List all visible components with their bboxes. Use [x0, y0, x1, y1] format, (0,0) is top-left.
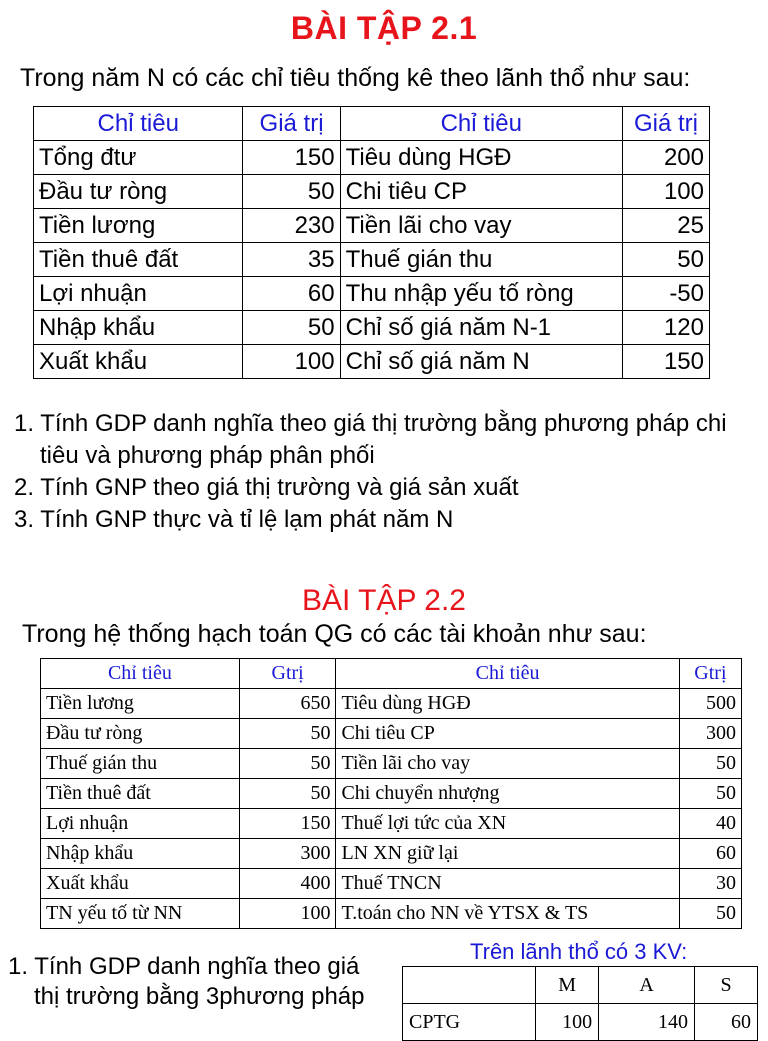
table-cell: 60	[243, 277, 340, 311]
table-cell: Tiền lương	[34, 209, 243, 243]
column-header: Gtrị	[239, 659, 336, 689]
column-header: Giá trị	[622, 107, 709, 141]
table-cell: Tiền thuê đất	[41, 779, 240, 809]
table-cell: 120	[622, 311, 709, 345]
column-header: Giá trị	[243, 107, 340, 141]
table-cell: 50	[679, 899, 741, 929]
table-cell: CPTG	[403, 1004, 536, 1041]
table-cell: 500	[679, 689, 741, 719]
table-cell: 50	[622, 243, 709, 277]
table-cell: Thuế lợi tức của XN	[336, 809, 679, 839]
table-cell: 300	[239, 839, 336, 869]
table-cell: Tiêu dùng HGĐ	[340, 141, 622, 175]
table-cell: Tiền thuê đất	[34, 243, 243, 277]
table-cell: Tiền lãi cho vay	[340, 209, 622, 243]
table-row	[34, 243, 710, 277]
table-cell: LN XN giữ lại	[336, 839, 679, 869]
table-row	[41, 689, 742, 719]
table-cell: 400	[239, 869, 336, 899]
column-header: Chỉ tiêu	[340, 107, 622, 141]
table-cell: Xuất khẩu	[34, 345, 243, 379]
table-cell: Chi tiêu CP	[340, 175, 622, 209]
table-row	[34, 209, 710, 243]
table-cell: 200	[622, 141, 709, 175]
column-header: A	[599, 967, 695, 1004]
exercise-2-1-title: BÀI TẬP 2.1	[290, 10, 478, 46]
column-header: Chỉ tiêu	[336, 659, 679, 689]
table-cell: Chi tiêu CP	[336, 719, 679, 749]
table-row	[34, 277, 710, 311]
table-cell: 60	[679, 839, 741, 869]
table-cell: 650	[239, 689, 336, 719]
table-cell: 50	[679, 749, 741, 779]
question-item: 2. Tính GNP theo giá thị trường và giá sản xuất	[14, 474, 519, 501]
table-cell: Tiêu dùng HGĐ	[336, 689, 679, 719]
question-item: 1. Tính GDP danh nghĩa theo giá thị trường bằng 3phương pháp	[8, 953, 365, 1010]
exercise-2-2-intro: Trong hệ thống hạch toán QG có các tài khoản như sau:	[22, 620, 647, 648]
table-cell: Đầu tư ròng	[34, 175, 243, 209]
table-cell: Tổng đtư	[34, 141, 243, 175]
table-cell: 230	[243, 209, 340, 243]
table-cell: 150	[239, 809, 336, 839]
table-row	[403, 1004, 758, 1041]
sectors-caption: Trên lãnh thổ có 3 KV:	[470, 939, 688, 964]
table-cell: 50	[239, 749, 336, 779]
table-cell: Chi chuyển nhượng	[336, 779, 679, 809]
table-cell: Chỉ số giá năm N	[340, 345, 622, 379]
exercise-2-1-table	[33, 106, 710, 379]
table-row	[34, 345, 710, 379]
column-header: Chỉ tiêu	[41, 659, 240, 689]
table-cell: Xuất khẩu	[41, 869, 240, 899]
table-row	[41, 869, 742, 899]
table-cell: 100	[243, 345, 340, 379]
table-cell: Thu nhập yếu tố ròng	[340, 277, 622, 311]
table-row	[41, 809, 742, 839]
table-cell: 50	[243, 175, 340, 209]
question-item: 3. Tính GNP thực và tỉ lệ lạm phát năm N	[14, 506, 454, 533]
table-cell: T.toán cho NN về YTSX & TS	[336, 899, 679, 929]
question-item: 1. Tính GDP danh nghĩa theo giá thị trường bằng phương pháp chi tiêu và phương pháp phân phối	[14, 410, 727, 469]
table-cell: 150	[622, 345, 709, 379]
table-cell: Thuế gián thu	[41, 749, 240, 779]
exercise-2-1-questions	[14, 408, 768, 536]
table-cell: Chỉ số giá năm N-1	[340, 311, 622, 345]
table-cell: 30	[679, 869, 741, 899]
table-cell: 50	[243, 311, 340, 345]
exercise-2-2-table	[40, 658, 742, 929]
exercise-2-1-intro: Trong năm N có các chỉ tiêu thống kê theo lãnh thổ như sau:	[20, 64, 691, 92]
table-row	[41, 749, 742, 779]
table-cell: 50	[679, 779, 741, 809]
table-header-row	[41, 659, 742, 689]
column-header: Chỉ tiêu	[34, 107, 243, 141]
column-header: S	[695, 967, 758, 1004]
table-cell: 50	[239, 779, 336, 809]
table-header-row	[403, 967, 758, 1004]
exercise-2-2-title: BÀI TẬP 2.2	[302, 584, 466, 617]
table-cell: 60	[695, 1004, 758, 1041]
column-header: Gtrị	[679, 659, 741, 689]
table-cell: Lợi nhuận	[41, 809, 240, 839]
table-cell: Lợi nhuận	[34, 277, 243, 311]
table-cell: 35	[243, 243, 340, 277]
table-cell: 100	[536, 1004, 599, 1041]
table-row	[41, 779, 742, 809]
table-cell: 25	[622, 209, 709, 243]
table-cell: 100	[239, 899, 336, 929]
table-cell: 300	[679, 719, 741, 749]
table-cell: Đầu tư ròng	[41, 719, 240, 749]
column-header	[403, 967, 536, 1004]
table-cell: 50	[239, 719, 336, 749]
table-cell: Thuế TNCN	[336, 869, 679, 899]
table-cell: Thuế gián thu	[340, 243, 622, 277]
table-cell: TN yếu tố từ NN	[41, 899, 240, 929]
table-cell: 140	[599, 1004, 695, 1041]
table-cell: Tiền lãi cho vay	[336, 749, 679, 779]
table-header-row	[34, 107, 710, 141]
table-cell: 40	[679, 809, 741, 839]
table-row	[41, 839, 742, 869]
table-row	[34, 311, 710, 345]
column-header: M	[536, 967, 599, 1004]
table-row	[34, 175, 710, 209]
table-cell: Nhập khẩu	[41, 839, 240, 869]
table-cell: 150	[243, 141, 340, 175]
table-row	[41, 719, 742, 749]
table-cell: -50	[622, 277, 709, 311]
table-cell: Tiền lương	[41, 689, 240, 719]
table-cell: Nhập khẩu	[34, 311, 243, 345]
table-row	[41, 899, 742, 929]
exercise-2-2-questions	[8, 952, 388, 1012]
sectors-table	[402, 966, 758, 1041]
table-cell: 100	[622, 175, 709, 209]
table-row	[34, 141, 710, 175]
